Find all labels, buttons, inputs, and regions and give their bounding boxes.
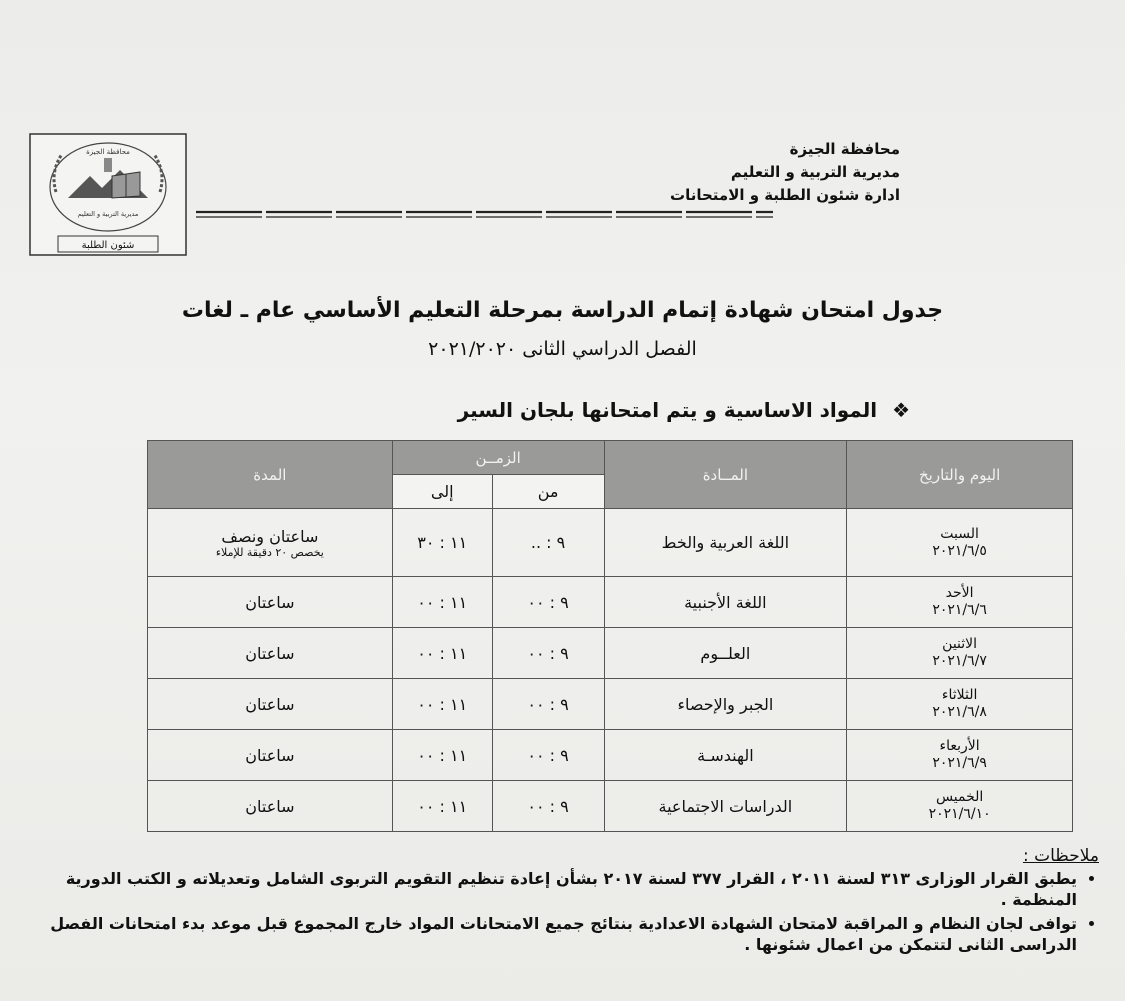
row-day: الأربعاء — [939, 738, 980, 754]
row-subject: الدراسات الاجتماعية — [604, 781, 847, 832]
row-day-date — [847, 781, 1073, 832]
row-duration: ساعتان — [148, 679, 393, 730]
section-heading-text: المواد الاساسية و يتم امتحانها بلجان السير — [457, 398, 878, 422]
row-date: ٢٠٢١/٦/٦ — [932, 602, 987, 618]
row-to: ١١ : ٠٠ — [392, 577, 492, 628]
row-date: ٢٠٢١/٦/٧ — [932, 653, 987, 669]
list-item: • توافى لجان النظام و المراقبة لامتحان الشهادة الاعدادية بنتائج جميع الامتحانات المواد خارج المجموع قبل موعد بدء امتحانات الفصل الدراسى الثانى لتتمكن من اعمال شئونها . — [27, 913, 1077, 955]
row-date: ٢٠٢١/٦/٨ — [932, 704, 987, 720]
org-header — [670, 138, 900, 207]
row-to: ١١ : ٠٠ — [392, 781, 492, 832]
table-row — [148, 577, 1073, 628]
row-duration — [148, 509, 393, 577]
row-day: الثلاثاء — [941, 687, 978, 703]
document-title: جدول امتحان شهادة إتمام الدراسة بمرحلة التعليم الأساسي عام ـ لغات — [181, 298, 944, 323]
notes-label: ملاحظات : — [1022, 846, 1099, 866]
header-subject: المــادة — [604, 441, 847, 509]
student-affairs-logo — [28, 132, 188, 257]
row-duration: ساعتان — [148, 730, 393, 781]
row-to: ١١ : ٠٠ — [392, 679, 492, 730]
table-row — [148, 509, 1073, 577]
table-row — [148, 781, 1073, 832]
exam-schedule-table — [147, 440, 1073, 832]
header-time: الزمــن — [392, 441, 604, 475]
notes-list — [27, 868, 1095, 958]
row-from: ٩ : ٠٠ — [492, 730, 604, 781]
header-from: من — [492, 475, 604, 509]
row-to: ١١ : ٠٠ — [392, 730, 492, 781]
row-subject: العلــوم — [604, 628, 847, 679]
row-subject: اللغة العربية والخط — [604, 509, 847, 577]
row-day-date — [847, 730, 1073, 781]
row-to: ١١ : ٣٠ — [392, 509, 492, 577]
row-duration-note: يخصص ٢٠ دقيقة للإملاء — [215, 545, 324, 559]
table-row — [148, 730, 1073, 781]
row-to: ١١ : ٠٠ — [392, 628, 492, 679]
row-duration: ساعتان — [148, 781, 393, 832]
diamond-bullet-icon: ❖ — [892, 398, 910, 422]
section-heading — [458, 398, 910, 422]
row-day: السبت — [940, 525, 979, 542]
directorate-name: مديرية التربية و التعليم — [730, 163, 900, 181]
row-day-date — [847, 577, 1073, 628]
table-row — [148, 679, 1073, 730]
administration-name: ادارة شئون الطلبة و الامتحانات — [670, 186, 900, 204]
row-day-date — [847, 628, 1073, 679]
row-date: ٢٠٢١/٦/٥ — [932, 542, 987, 559]
row-date: ٢٠٢١/٦/٩ — [932, 755, 987, 771]
row-from: ٩ : ٠٠ — [492, 577, 604, 628]
row-subject: الهندسـة — [604, 730, 847, 781]
row-duration: ساعتان — [148, 577, 393, 628]
row-date: ٢٠٢١/٦/١٠ — [928, 806, 991, 822]
row-subject: اللغة الأجنبية — [604, 577, 847, 628]
row-day-date — [847, 679, 1073, 730]
logo-label: شئون الطلبة — [81, 240, 135, 251]
governorate-name: محافظة الجيزة — [789, 140, 900, 158]
header-day-date: اليوم والتاريخ — [847, 441, 1073, 509]
header-to: إلى — [392, 475, 492, 509]
list-item: • يطبق القرار الوزارى ٣١٣ لسنة ٢٠١١ ، القرار ٣٧٧ لسنة ٢٠١٧ بشأن إعادة تنظيم التقويم التربوى الشامل وتعديلاته و الكتب الدورية المنظمة . — [27, 868, 1077, 910]
row-duration-text: ساعتان ونصف — [221, 526, 319, 546]
row-from: ٩ : .. — [492, 509, 604, 577]
header-double-rule — [196, 210, 773, 220]
header-duration: المدة — [148, 441, 393, 509]
row-from: ٩ : ٠٠ — [492, 628, 604, 679]
logo-bottom-text: مديرية التربية و التعليم — [77, 210, 139, 218]
row-duration: ساعتان — [148, 628, 393, 679]
row-day: الاثنين — [942, 636, 978, 652]
table-row — [148, 628, 1073, 679]
row-day-date — [847, 509, 1073, 577]
row-from: ٩ : ٠٠ — [492, 781, 604, 832]
document-subtitle: الفصل الدراسي الثانى ٢٠٢١/٢٠٢٠ — [428, 338, 697, 360]
row-subject: الجبر والإحصاء — [604, 679, 847, 730]
row-day: الخميس — [935, 789, 984, 805]
row-from: ٩ : ٠٠ — [492, 679, 604, 730]
row-day: الأحد — [945, 585, 974, 601]
logo-top-text: محافظة الجيزة — [86, 148, 130, 156]
